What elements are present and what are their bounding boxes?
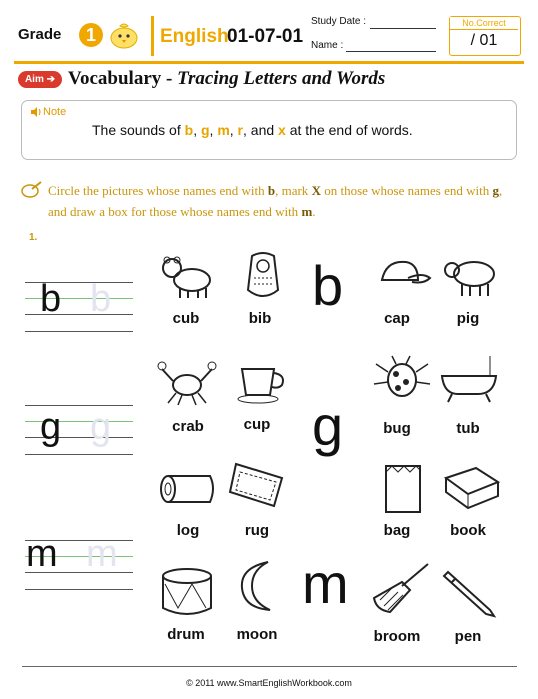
rug-icon[interactable] [226,458,288,510]
trace-line-bottom [25,454,133,455]
word-crab[interactable]: crab [172,418,204,435]
study-date-label: Study Date : [311,16,367,27]
grade-label: Grade [18,26,62,43]
word-pig[interactable]: pig [456,310,480,327]
log-icon[interactable] [156,462,218,514]
section-title [68,68,385,90]
big-letter-b: b [312,254,344,317]
cup-icon[interactable] [230,355,292,407]
word-bag[interactable]: bag [383,522,411,539]
subject-title: English [160,26,229,47]
speaker-icon [30,106,42,118]
name-label: Name : [311,40,344,51]
score-value[interactable]: / 01 [470,32,498,49]
bathtub-icon[interactable] [438,352,500,404]
trace-letter-m: m [26,533,58,575]
bug-icon[interactable] [370,352,432,404]
word-pen[interactable]: pen [454,628,482,645]
broom-icon[interactable] [370,562,432,614]
trace-line-bottom [25,589,133,590]
study-date-field[interactable] [370,28,436,29]
word-log[interactable]: log [176,522,200,539]
moon-icon[interactable] [228,560,290,612]
trace-ghost-b[interactable]: b [90,278,112,320]
chick-icon [108,20,140,50]
exercise-number: 1. [29,232,38,243]
footer-rule [22,666,517,667]
pig-icon[interactable] [440,250,502,302]
note-label: Note [43,106,67,118]
header-divider [151,16,154,56]
word-book[interactable]: book [450,522,486,539]
word-moon[interactable]: moon [236,626,278,643]
word-bug[interactable]: bug [383,420,411,437]
word-drum[interactable]: drum [167,626,205,643]
trace-letter-g: g [40,406,62,448]
big-letter-g: g [312,394,344,457]
word-cap[interactable]: cap [384,310,410,327]
bear-cub-icon[interactable] [156,250,218,302]
grade-number-badge: 1 [79,23,103,47]
word-broom[interactable]: broom [373,628,421,645]
section-subtitle: Tracing Letters and Words [177,68,386,89]
instruction-text: Circle the pictures whose names end with b, mark X on those whose names end with g, and draw a box for those whose names end with m. [48,183,503,219]
note-text: The sounds of b, g, m, r, and x at the end of words. [92,122,413,138]
trace-ghost-m[interactable]: m [86,533,118,575]
trace-letter-b: b [40,278,62,320]
bib-icon[interactable] [232,250,294,302]
footer-copyright: © 2011 www.SmartEnglishWorkbook.com [186,678,352,688]
section-title-main: Vocabulary - [68,68,173,89]
word-tub[interactable]: tub [456,420,480,437]
word-cup[interactable]: cup [243,416,271,433]
bag-icon[interactable] [372,462,434,514]
drum-icon[interactable] [156,566,218,618]
word-rug[interactable]: rug [244,522,270,539]
word-bib[interactable]: bib [248,310,272,327]
name-field[interactable] [346,51,436,52]
score-label: No.Correct [450,17,518,30]
lesson-code: 01-07-01 [227,26,304,47]
word-cub[interactable]: cub [172,310,200,327]
book-icon[interactable] [440,462,502,514]
trace-line-bottom [25,331,133,332]
crab-icon[interactable] [156,355,218,407]
pencil-circle-icon [20,181,42,199]
header-rule [14,61,524,64]
cap-icon[interactable] [372,250,434,302]
aim-badge: Aim ➔ [18,71,62,88]
pen-icon[interactable] [440,566,502,618]
trace-ghost-g[interactable]: g [90,406,112,448]
big-letter-m: m [302,552,349,615]
